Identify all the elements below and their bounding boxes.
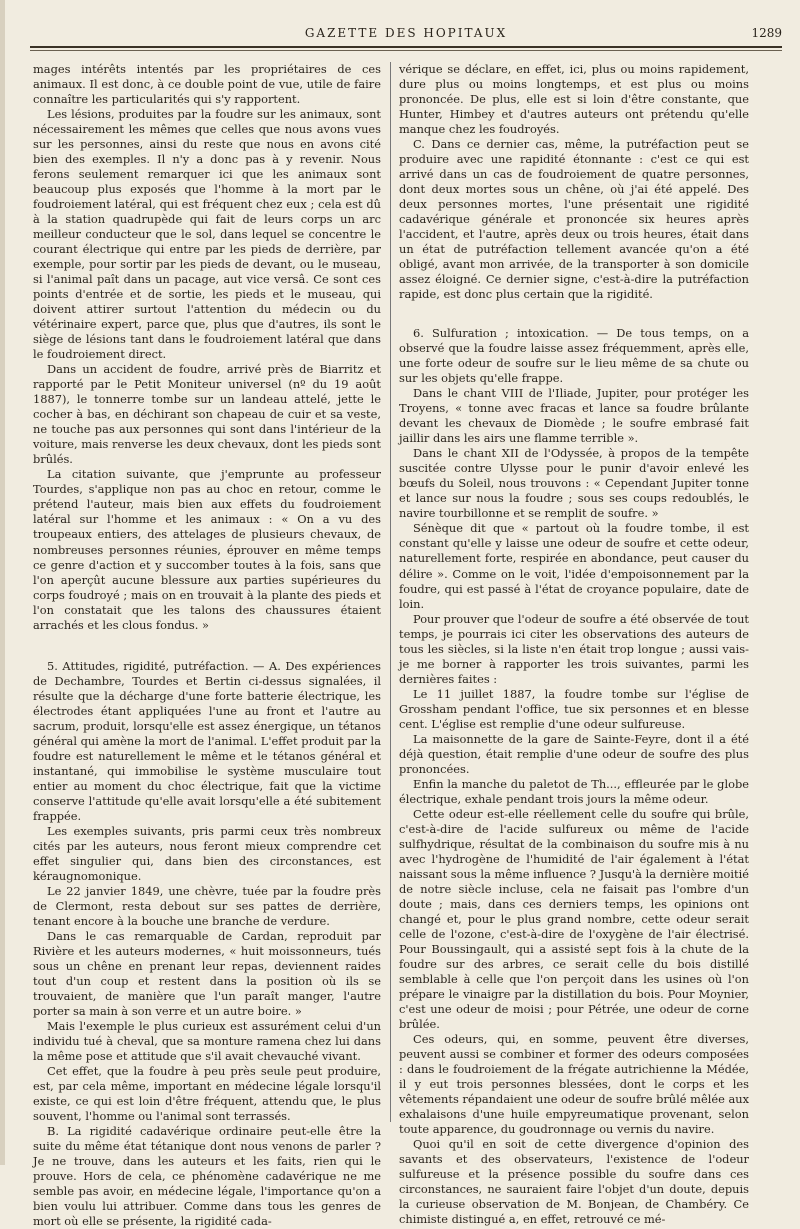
paragraph: La maisonnette de la gare de Sainte-Feyre, dont il a été déjà question, était remplie d'une odeur de soufre des plus prononcées. <box>399 731 749 776</box>
paragraph: B. La rigidité cadavérique ordinaire peut-elle être la suite du même état tétanique dont nous venons de parler ? Je ne trouve, dans les auteurs et les faits, rien qui le prouve. Hors de cela, ce phénomène cadavérique ne me semble pas avoir, en médecine légale, l'importance qu'on a bien voulu lui attribuer. Comme dans tous les genres de mort où elle se présente, la rigidité cada- <box>33 1124 381 1229</box>
page-number: 1289 <box>751 26 782 40</box>
page-header <box>30 20 782 46</box>
paragraph: Le 11 juillet 1887, la foudre tombe sur l'église de Grossham pendant l'office, tue six personnes et en blesse cent. L'église est remplie d'une odeur sulfureuse. <box>399 686 749 731</box>
paragraph: Dans le cas remarquable de Cardan, reproduit par Rivière et les auteurs modernes, « huit moissonneurs, tués sous un chêne en prenant leur repas, deviennent raides tout d'un coup et restent dans la position où ils se trouvaient, de manière que l'un paraît manger, l'autre porter sa main à son verre et un autre boire. » <box>33 928 381 1018</box>
paragraph: mages intérêts intentés par les propriétaires de ces animaux. Il est donc, à ce double point de vue, utile de faire connaître les particularités qui s'y rapportent. <box>33 62 381 107</box>
paragraph: Dans un accident de foudre, arrivé près de Biarritz et rapporté par le Petit Moniteur universel (nº du 19 août 1887), le tonnerre tombe sur un landeau attelé, jette le cocher à bas, en déchirant son chapeau de cuir et sa veste, ne touche pas aux personnes qui sont dans l'intérieur de la voiture, mais renverse les deux chevaux, dont les pieds sont brûlés. <box>33 362 381 467</box>
journal-title: GAZETTE DES HOPITAUX <box>304 26 508 40</box>
right-column <box>399 62 749 1227</box>
paragraph: Les exemples suivants, pris parmi ceux très nombreux cités par les auteurs, nous feront mieux comprendre cet effet singulier qui, dans bien des circonstances, est kéraugnomonique. <box>33 823 381 883</box>
paragraph: Cette odeur est-elle réellement celle du soufre qui brûle, c'est-à-dire de l'acide sulfureux ou même de l'acide sulfhydrique, résultat de la combinaison du soufre mis à nu avec l'hydrogène de l'humidité de l'air également à l'état naissant sous la même influence ? Jusqu'à la dernière moitié de notre siècle incluse, cela ne faisait pas l'ombre d'un doute ; mais, dans ces derniers temps, les opinions ont changé et, pour le plus grand nombre, cette odeur serait celle de l'ozone, c'est-à-dire de l'oxygène de l'air électrisé. Pour Boussingault, qui a assisté sept fois à la chute de la foudre sur des arbres, ce serait celle du bois distillé semblable à celle que l'on perçoit dans les usines où l'on prépare le vinaigre par la distillation du bois. Pour Moynier, c'est une odeur de moisi ; pour Pétrée, une odeur de corne brûlée. <box>399 806 749 1031</box>
left-column <box>33 62 381 1229</box>
paragraph: Enfin la manche du paletot de Th..., effleurée par le globe électrique, exhale pendant trois jours la même odeur. <box>399 776 749 806</box>
header-rule-thin <box>30 50 782 51</box>
paragraph: Ces odeurs, qui, en somme, peuvent être diverses, peuvent aussi se combiner et former des odeurs composées : dans le foudroiement de la frégate autrichienne la Médée, il y eut trois personnes blessées, dont le corps et les vêtements répandaient une odeur de soufre brûlé mêlée aux exhalaisons d'une huile empyreumatique provenant, selon toute apparence, du goudronnage ou vernis du navire. <box>399 1031 749 1137</box>
paragraph: C. Dans ce dernier cas, même, la putréfaction peut se produire avec une rapidité étonnante : c'est ce qui est arrivé dans un cas de foudroiement de quatre personnes, dont deux mortes sous un chêne, où j'ai été appelé. Des deux personnes mortes, l'une présentait une rigidité cadavérique générale et prononcée six heures après l'accident, et l'autre, après deux ou trois heures, était dans un état de putréfaction tellement avancée qu'on a été obligé, avant mon arrivée, de la transporter à son domicile assez éloigné. Ce dernier signe, c'est-à-dire la putréfaction rapide, est donc plus certain que la rigidité. <box>399 137 749 302</box>
paragraph: Sénèque dit que « partout où la foudre tombe, il est constant qu'elle y laisse une odeur de soufre et cette odeur, naturellement forte, respirée en abondance, peut causer du délire ». Comme on le voit, l'idée d'empoisonnement par la foudre, qui est passé à l'état de croyance populaire, date de loin. <box>399 521 749 611</box>
paragraph: vérique se déclare, en effet, ici, plus ou moins rapidement, dure plus ou moins longtemps, et est plus ou moins prononcée. De plus, elle est si loin d'être constante, que Hunter, Himbey et d'autres auteurs ont prétendu qu'elle manque chez les foudroyés. <box>399 62 749 137</box>
paragraph: Dans le chant VIII de l'Iliade, Jupiter, pour protéger les Troyens, « tonne avec fracas et lance sa foudre brûlante devant les chevaux de Diomède ; le soufre embrasé fait jaillir dans les airs une flamme terrible ». <box>399 386 749 446</box>
header-rule <box>30 46 782 48</box>
paragraph: Pour prouver que l'odeur de soufre a été observée de tout temps, je pourrais ici citer les observations des auteurs de tous les siècles, si la liste n'en était trop longue ; aussi vais-je me borner à rapporter les trois suivantes, parmi les dernières faites : <box>399 611 749 686</box>
paragraph: Dans le chant XII de l'Odyssée, à propos de la tempête suscitée contre Ulysse pour le punir d'avoir enlevé les bœufs du Soleil, nous trouvons : « Cependant Jupiter tonne et lance sur nous la foudre ; sous ses coups redoublés, le navire tourbillonne et se remplit de soufre. » <box>399 446 749 521</box>
paragraph: La citation suivante, que j'emprunte au professeur Tourdes, s'applique non pas au choc en retour, comme le prétend l'auteur, mais bien aux effets du foudroiement latéral sur l'homme et les animaux : « On a vu des troupeaux entiers, des attelages de plusieurs chevaux, de nombreuses personnes réunies, éprouver en même temps ce genre d'action et y succomber toutes à la fois, sans que l'on aperçût aucune blessure aux parties supérieures du corps foudroyé ; mais on en trouvait à la plante des pieds et l'on constatait que les talons des chaussures étaient arrachés et les clous fondus. » <box>33 467 381 632</box>
column-divider <box>390 62 391 1122</box>
binding-edge <box>0 0 5 1165</box>
paragraph: Le 22 janvier 1849, une chèvre, tuée par la foudre près de Clermont, resta debout sur ses pattes de derrière, tenant encore à la bouche une branche de verdure. <box>33 883 381 928</box>
paragraph: Quoi qu'il en soit de cette divergence d'opinion des savants et des observateurs, l'existence de l'odeur sulfureuse et la présence possible du soufre dans ces circonstances, ne sauraient faire l'objet d'un doute, depuis la curieuse observation de M. Bonjean, de Chambéry. Ce chimiste distingué a, en effet, retrouvé ce mé- <box>399 1137 749 1227</box>
paragraph: Les lésions, produites par la foudre sur les animaux, sont nécessairement les mêmes que celles que nous avons vues sur les personnes, ainsi du reste que nous en avons cité bien des exemples. Il n'y a donc pas à y revenir. Nous ferons seulement remarquer ici que les animaux sont beaucoup plus exposés que l'homme à la mort par le foudroiement latéral, qui est fréquent chez eux ; cela est dû à la station quadrupède qui fait de leurs corps un arc meilleur conducteur que le sol, dans lequel se concentre le courant électrique qui entre par les pieds de derrière, par exemple, pour sortir par les pieds de devant, ou le museau, si l'animal paît dans un pacage, aut vice versâ. Ce sont ces points d'entrée et de sortie, les pieds et le museau, qui doivent attirer surtout l'attention du médecin ou du vétérinaire expert, parce que, plus que d'autres, ils sont le siège de lésions tant dans le foudroiement latéral que dans le foudroiement direct. <box>33 107 381 362</box>
section-heading-paragraph: 6. Sulfuration ; intoxication. — De tous temps, on a observé que la foudre laisse assez fréquemment, après elle, une forte odeur de soufre sur le lieu même de sa chute ou sur les objets qu'elle frappe. <box>399 326 749 386</box>
section-heading-paragraph: 5. Attitudes, rigidité, putréfaction. — A. Des expériences de Dechambre, Tourdes et Bertin ci-dessus signalées, il résulte que la décharge d'une forte batterie électrique, les électrodes étant appliquées l'une au front et l'autre au sacrum, produit, lorsqu'elle est assez énergique, un tétanos général qui amène la mort de l'animal. L'effet produit par la foudre est naturellement le même et le tétanos général et instantané, qui immobilise le système musculaire tout entier au moment du choc électrique, fait que la victime conserve l'attitude qu'elle avait lorsqu'elle a été subitement frappée. <box>33 658 381 823</box>
paragraph: Cet effet, que la foudre à peu près seule peut produire, est, par cela même, important en médecine légale lorsqu'il existe, ce qui est loin d'être fréquent, attendu que, le plus souvent, l'homme ou l'animal sont terrassés. <box>33 1064 381 1124</box>
paragraph: Mais l'exemple le plus curieux est assurément celui d'un individu tué à cheval, que sa monture ramena chez lui dans la même pose et attitude que s'il avait chevauché vivant. <box>33 1018 381 1063</box>
